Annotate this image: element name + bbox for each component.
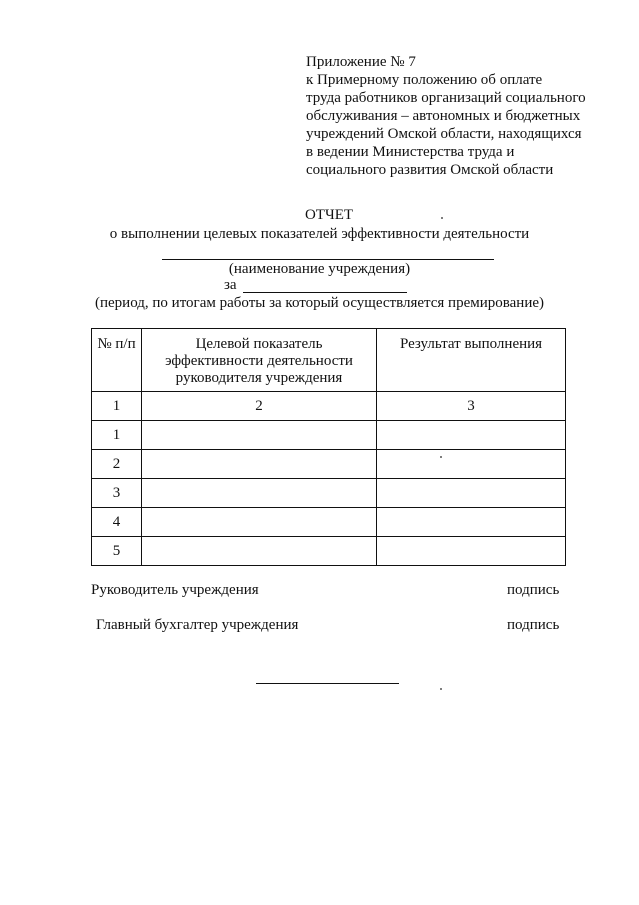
indicator-cell — [142, 508, 377, 537]
table-row — [92, 450, 566, 479]
period-caption: (период, по итогам работы за который осуществляется премирование) — [94, 295, 545, 311]
indicators-table — [91, 328, 566, 566]
table-row — [92, 508, 566, 537]
appendix-block — [306, 53, 586, 179]
scan-dot — [440, 688, 442, 690]
indicator-cell — [142, 479, 377, 508]
result-cell — [377, 450, 566, 479]
report-subtitle: о выполнении целевых показателей эффективности деятельности — [109, 226, 530, 242]
row-number: 1 — [92, 421, 142, 450]
header-number: № п/п — [92, 329, 142, 392]
scan-dot — [441, 217, 443, 219]
head-signature-placeholder: подпись — [507, 582, 560, 598]
indicator-cell — [142, 537, 377, 566]
head-signature-label: Руководитель учреждения — [91, 582, 259, 598]
result-cell — [377, 479, 566, 508]
table-row — [92, 479, 566, 508]
closing-divider — [256, 683, 399, 684]
appendix-line: обслуживания – автономных и бюджетных — [306, 108, 581, 124]
report-title: ОТЧЕТ — [304, 207, 354, 223]
appendix-line: Приложение № 7 — [306, 54, 416, 70]
result-cell — [377, 421, 566, 450]
table-header-row — [92, 329, 566, 392]
institution-caption: (наименование учреждения) — [228, 261, 411, 277]
institution-name-line — [162, 259, 494, 260]
indicator-cell — [142, 421, 377, 450]
accountant-signature-placeholder: подпись — [507, 617, 560, 633]
header-indicator: Целевой показатель эффективности деятельности руководителя учреждения — [142, 329, 377, 392]
table-row — [92, 537, 566, 566]
period-line — [243, 292, 407, 293]
column-number: 1 — [92, 392, 142, 421]
row-number: 2 — [92, 450, 142, 479]
period-prefix: за — [224, 277, 237, 293]
row-number: 5 — [92, 537, 142, 566]
row-number: 4 — [92, 508, 142, 537]
column-number: 2 — [142, 392, 377, 421]
appendix-line: труда работников организаций социального — [306, 90, 586, 106]
appendix-line: в ведении Министерства труда и — [306, 144, 515, 160]
indicator-cell — [142, 450, 377, 479]
appendix-line: к Примерному положению об оплате — [306, 72, 543, 88]
table-row — [92, 421, 566, 450]
result-cell — [377, 537, 566, 566]
column-number: 3 — [377, 392, 566, 421]
row-number: 3 — [92, 479, 142, 508]
header-result: Результат выполнения — [377, 329, 566, 392]
appendix-line: социального развития Омской области — [306, 162, 554, 178]
column-number-row — [92, 392, 566, 421]
accountant-signature-label: Главный бухгалтер учреждения — [96, 617, 299, 633]
appendix-line: учреждений Омской области, находящихся — [306, 126, 582, 142]
result-cell — [377, 508, 566, 537]
